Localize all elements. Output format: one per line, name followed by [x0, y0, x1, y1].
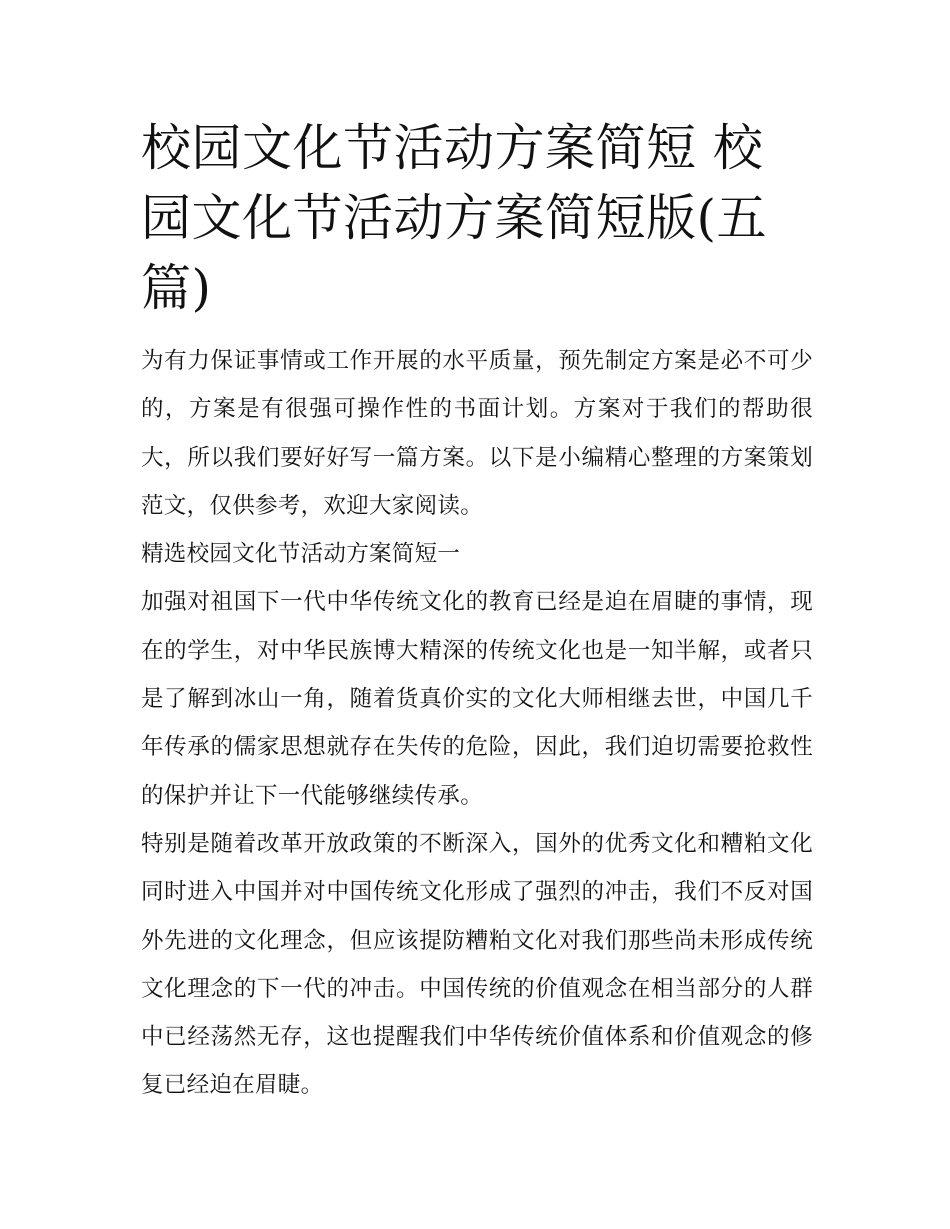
document-title: 校园文化节活动方案简短 校园文化节活动方案简短版(五篇)	[141, 119, 768, 317]
section-heading: 精选校园文化节活动方案简短一	[141, 541, 461, 568]
document-body	[141, 113, 813, 1110]
intro-paragraph: 为有力保证事情或工作开展的水平质量，预先制定方案是必不可少的，方案是有很强可操作性的书面计划。方案对于我们的帮助很大，所以我们要好好写一篇方案。以下是小编精心整理的方案策划范文，仅供参考，欢迎大家阅读。	[141, 348, 813, 519]
body-paragraph: 加强对祖国下一代中华传统文化的教育已经是迫在眉睫的事情，现在的学生，对中华民族博大精深的传统文化也是一知半解，或者只是了解到冰山一角，随着货真价实的文化大师相继去世，中国几千年传承的儒家思想就存在失传的危险，因此，我们迫切需要抢救性的保护并让下一代能够继续传承。	[141, 589, 813, 809]
body-paragraph: 特别是随着改革开放政策的不断深入，国外的优秀文化和糟粕文化同时进入中国并对中国传统文化形成了强烈的冲击，我们不反对国外先进的文化理念，但应该提防糟粕文化对我们那些尚未形成传统文化理念的下一代的冲击。中国传统的价值观念在相当部分的人群中已经荡然无存，这也提醒我们中华传统价值体系和价值观念的修复已经迫在眉睫。	[141, 830, 813, 1099]
